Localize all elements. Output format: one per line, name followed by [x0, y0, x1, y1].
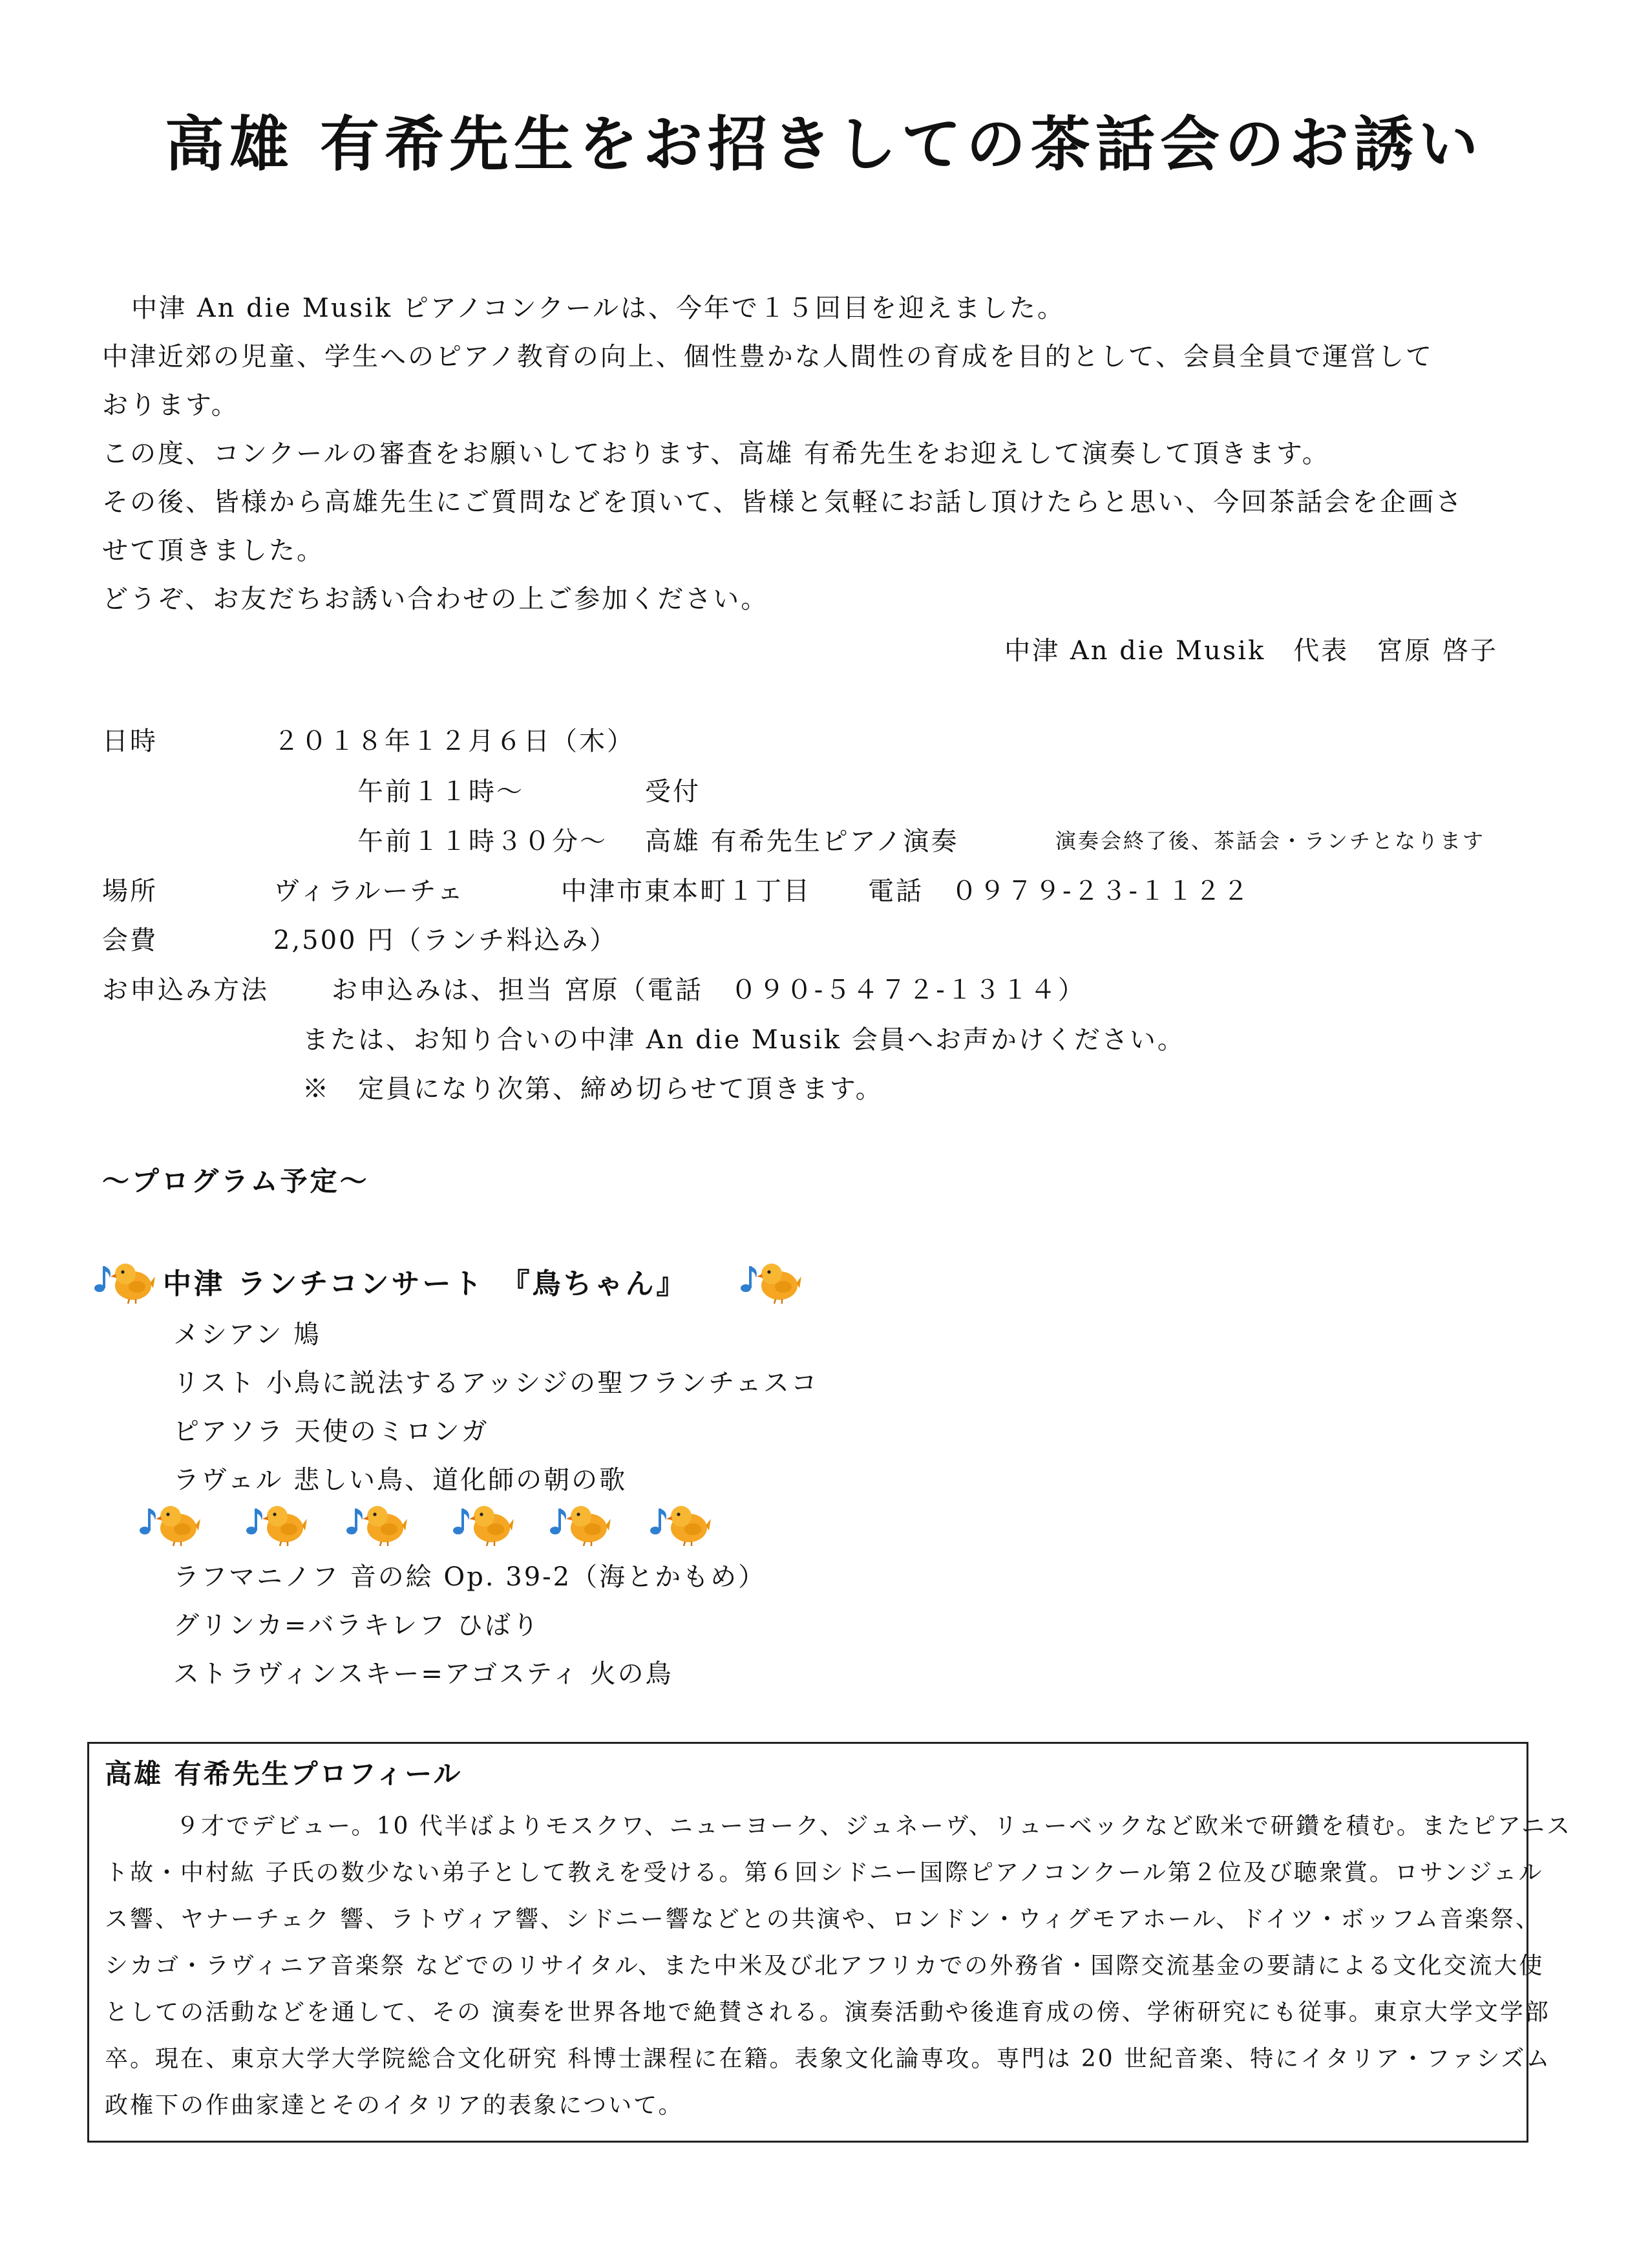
date-label: 日時 [102, 726, 158, 756]
chick-with-music-note-icon [737, 1257, 801, 1304]
profile-box [87, 1742, 1572, 2143]
program-item: ピアソラ 天使のミロンガ [173, 1417, 489, 1447]
time-2: 午前１１時３０分～ [357, 827, 607, 856]
chick-with-music-note-icon [136, 1500, 200, 1546]
program-item: メシアン 鳩 [173, 1320, 322, 1350]
program-item: ラフマニノフ 音の絵 Op. 39-2（海とかもめ） [173, 1562, 766, 1592]
chick-with-music-note-icon [646, 1500, 711, 1546]
intro-line: その後、皆様から高雄先生にご質問などを頂いて、皆様と気軽にお話し頂けたらと思い、今回茶話会を企画さ [102, 487, 1464, 517]
profile-line: ９才でデビュー。10 代半ばよりモスクワ、ニューヨーク、ジュネーヴ、リューベックなど欧米で研鑽を積む。またピアニス [176, 1813, 1572, 1839]
apply-line-2: または、お知り合いの中津 An die Musik 会員へお声かけください。 [302, 1025, 1185, 1055]
program-item: リスト 小鳥に説法するアッシジの聖フランチェスコ [173, 1368, 819, 1398]
place-address: 中津市東本町１丁目 [561, 876, 811, 906]
time-2-note: 演奏会終了後、茶話会・ランチとなります [1055, 829, 1486, 853]
intro-line: 中津近郊の児童、学生へのピアノ教育の向上、個性豊かな人間性の育成を目的として、会員全員で運営して [102, 342, 1433, 372]
intro-line: 中津 An die Musik ピアノコンクールは、今年で１５回目を迎えました。 [131, 293, 1066, 323]
place-name: ヴィラルーチェ [273, 876, 465, 906]
chick-with-music-note-icon [343, 1500, 407, 1546]
place-phone: 電話 ０９７９-２３-１１２２ [868, 876, 1251, 906]
chick-with-music-note-icon [90, 1257, 155, 1304]
time-2-desc: 高雄 有希先生ピアノ演奏 [645, 827, 959, 856]
fee-value: 2,500 円（ランチ料込み） [273, 926, 618, 955]
intro-line: おります。 [102, 390, 239, 420]
apply-label: お申込み方法 [102, 975, 269, 1005]
program-item: ラヴェル 悲しい鳥、道化師の朝の歌 [173, 1465, 628, 1495]
program-item: ストラヴィンスキー=アゴスティ 火の鳥 [173, 1659, 673, 1689]
intro-line: せて頂きました。 [102, 536, 324, 566]
signature: 中津 An die Musik 代表 宮原 啓子 [1004, 636, 1498, 666]
profile-line: ス響、ヤナーチェク 響、ラトヴィア響、シドニー響などとの共演や、ロンドン・ウィグモアホール、ドイツ・ボッフム音楽祭、 [105, 1906, 1541, 1933]
time-1: 午前１１時～ [357, 777, 524, 807]
intro-line: どうぞ、お友だちお誘い合わせの上ご参加ください。 [102, 584, 769, 614]
intro-paragraph [102, 284, 1537, 624]
place-label: 場所 [102, 876, 158, 906]
profile-line: 卒。現在、東京大学大学院総合文化研究 科博士課程に在籍。表象文化論専攻。専門は 20 世紀音楽、特にイタリア・ファシズム [105, 2046, 1552, 2072]
page-title: 高雄 有希先生をお招きしての茶話会のお誘い [164, 109, 1484, 179]
concert-title [90, 1257, 866, 1302]
date-value: ２０１８年１２月６日（木） [273, 726, 635, 756]
time-1-desc: 受付 [645, 777, 701, 807]
profile-text [105, 1803, 1572, 2129]
program-heading: ～プログラム予定～ [102, 1165, 370, 1197]
chick-with-music-note-icon [449, 1500, 514, 1546]
profile-line: シカゴ・ラヴィニア音楽祭 などでのリサイタル、また中米及び北アフリカでの外務省・国際交流基金の要請による文化交流大使 [105, 1953, 1545, 1979]
intro-line: この度、コンクールの審査をお願いしております、高雄 有希先生をお迎えして演奏して頂きます。 [102, 439, 1330, 469]
apply-line-3: ※ 定員になり次第、締め切らせて頂きます。 [302, 1074, 883, 1104]
profile-line: 政権下の作曲家達とそのイタリア的表象について。 [105, 2092, 684, 2119]
profile-line: としての活動などを通して、その 演奏を世界各地で絶賛される。演奏活動や後進育成の傍、学術研究にも従事。東京大学文学部 [105, 1999, 1550, 2026]
profile-line: ト故・中村紘 子氏の数少ない弟子として教えを受ける。第６回シドニー国際ピアノコンクール第２位及び聴衆賞。ロサンジェル [105, 1860, 1544, 1886]
chick-with-music-note-icon [546, 1500, 611, 1546]
apply-line-1: お申込みは、担当 宮原（電話 ０９０-５４７２-１３１４） [332, 975, 1086, 1005]
program-item: グリンカ=バラキレフ ひばり [173, 1611, 540, 1640]
concert-title-label: 中津 ランチコンサート 『鳥ちゃん』 [163, 1267, 688, 1300]
chick-with-music-note-icon [242, 1500, 307, 1546]
profile-title: 高雄 有希先生プロフィール [105, 1758, 463, 1790]
fee-label: 会費 [102, 926, 158, 955]
